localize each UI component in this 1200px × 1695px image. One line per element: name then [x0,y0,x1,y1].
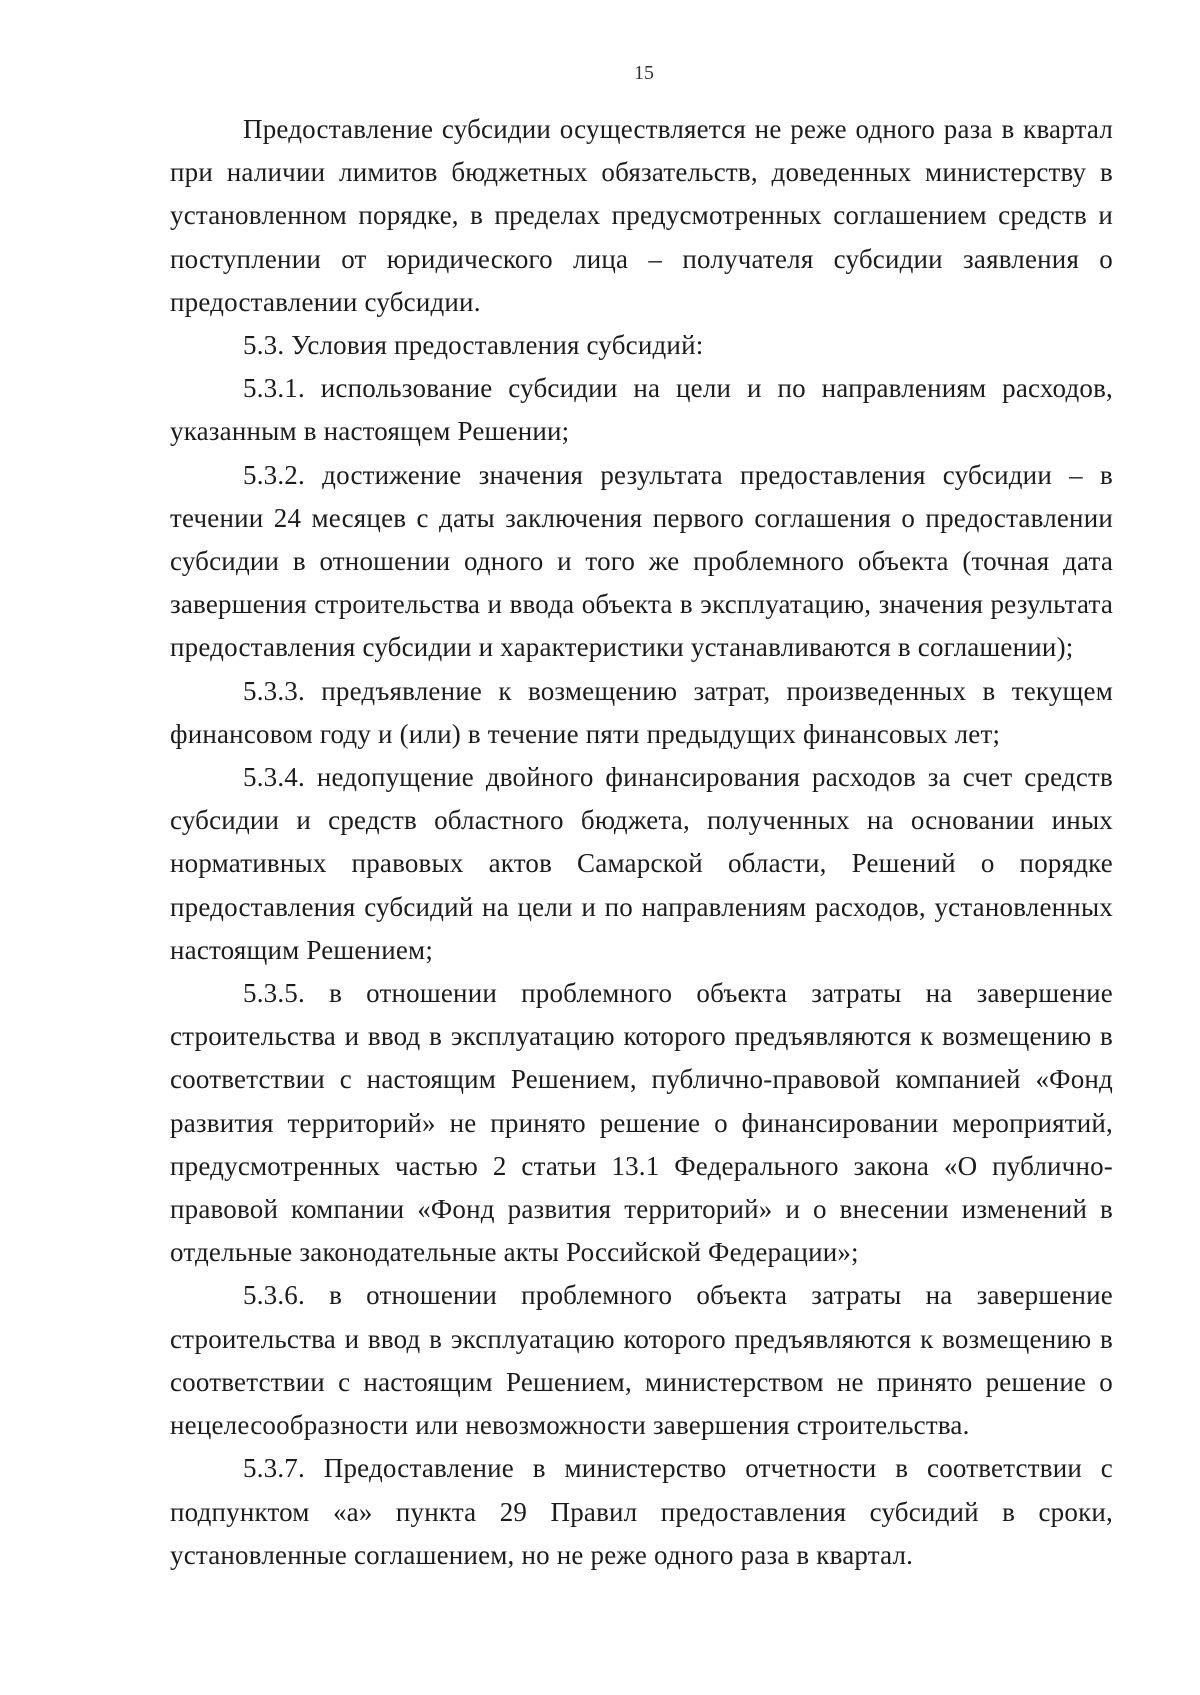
paragraph-5-3-5: 5.3.5. в отношении проблемного объекта затраты на завершение строительства и ввод в эксплуатацию которого предъявляются к возмещению в соответствии с настоящим Решением, публично-правовой компанией «Фонд развития территорий» не принято решение о финансировании мероприятий, предусмотренных частью 2 статьи 13.1 Федерального закона «О публично-правовой компании «Фонд развития территорий» и о внесении изменений в отдельные законодательные акты Российской Федерации»; [170,978,1113,1268]
paragraph-5-3-7: 5.3.7. Предоставление в министерство отчетности в соответствии с подпунктом «а» пункта 29 Правил предоставления субсидий в сроки, установленные соглашением, но не реже одного раза в квартал. [170,1453,1113,1570]
paragraph-5-3-6: 5.3.6. в отношении проблемного объекта затраты на завершение строительства и ввод в эксплуатацию которого предъявляются к возмещению в соответствии с настоящим Решением, министерством не принято решение о нецелесообразности или невозможности завершения строительства. [170,1280,1113,1441]
page-number: 15 [634,62,654,84]
paragraph-5-3-4: 5.3.4. недопущение двойного финансирования расходов за счет средств субсидии и средств областного бюджета, полученных на основании иных нормативных правовых актов Самарской области, Решений о порядке предоставления субсидий на цели и по направлениям расходов, установленных настоящим Решением; [170,762,1113,965]
paragraph-5-3-3: 5.3.3. предъявление к возмещению затрат, произведенных в текущем финансовом году и (или) в течение пяти предыдущих финансовых лет; [170,675,1113,749]
paragraph-5-3-heading: 5.3. Условия предоставления субсидий: [243,330,704,361]
paragraph-5-3-2: 5.3.2. достижение значения результата предоставления субсидии – в течении 24 месяцев с даты заключения первого соглашения о предоставлении субсидии в отношении одного и того же проблемного объекта (точная дата завершения строительства и ввода объекта в эксплуатацию, значения результата предоставления субсидии и характеристики устанавливаются в соглашении); [170,459,1113,663]
document-body [170,108,1113,1577]
paragraph-5-3-1: 5.3.1. использование субсидии на цели и по направлениям расходов, указанным в настоящем Решении; [170,373,1113,447]
paragraph-subsidy-frequency: Предоставление субсидии осуществляется не реже одного раза в квартал при наличии лимитов бюджетных обязательств, доведенных министерству в установленном порядке, в пределах предусмотренных соглашением средств и поступлении от юридического лица – получателя субсидии заявления о предоставлении субсидии. [170,114,1113,317]
